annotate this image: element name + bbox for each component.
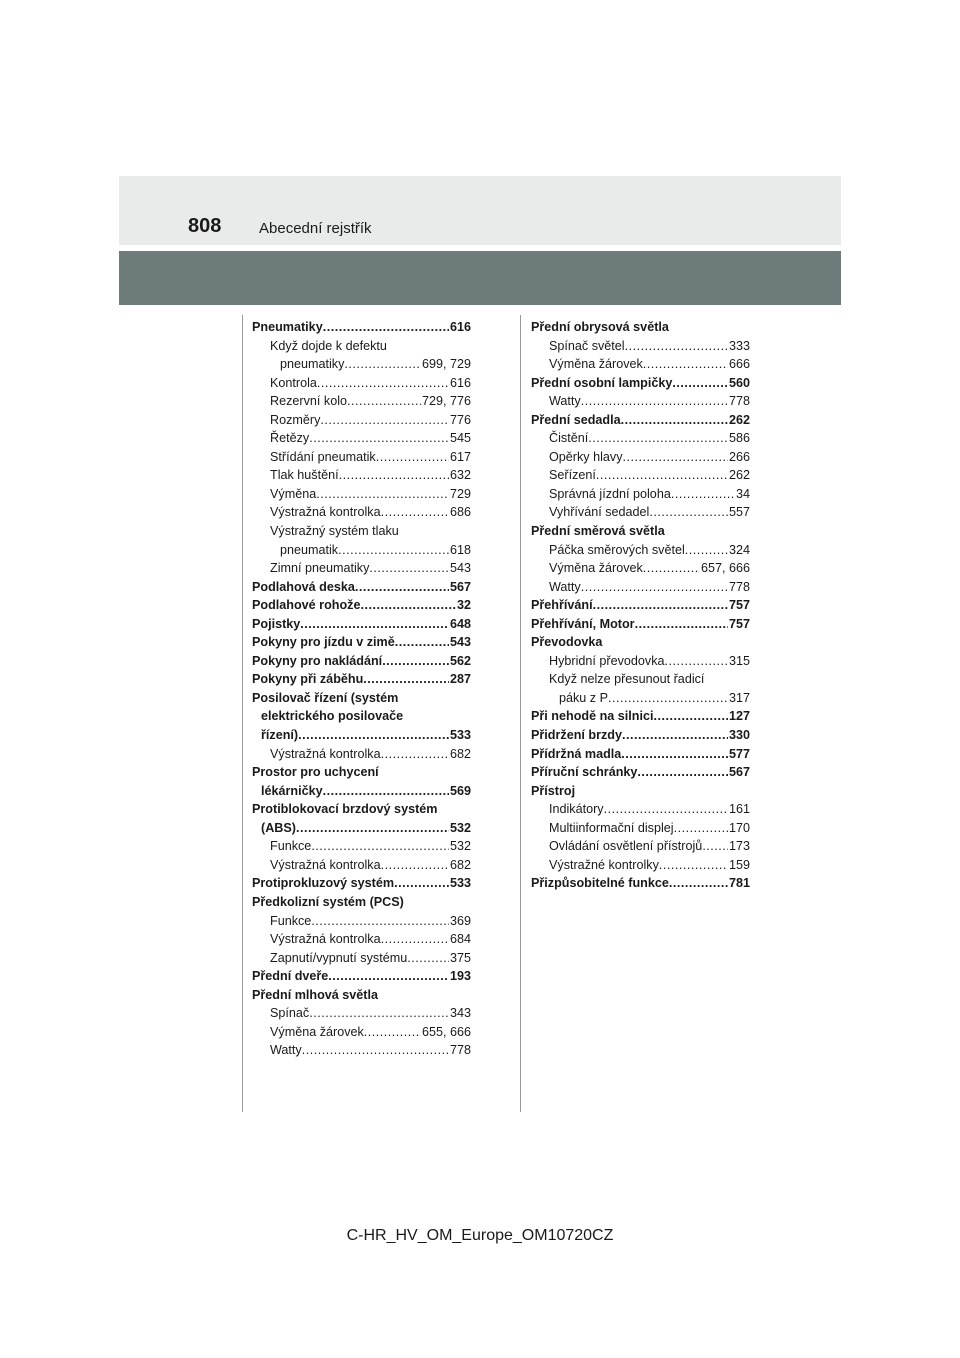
entry-page-ref: 262	[728, 468, 750, 483]
entry-term: Spínač	[270, 1006, 310, 1021]
index-entry	[531, 689, 750, 708]
index-entry	[252, 633, 471, 652]
index-entry	[531, 559, 750, 578]
index-column-2	[531, 318, 750, 893]
entry-term: Ovládání osvětlení přístrojů	[549, 839, 703, 854]
entry-page-ref: 333	[728, 338, 750, 353]
dot-leader	[360, 596, 456, 615]
entry-page-ref: 778	[728, 579, 750, 594]
dot-leader	[309, 1004, 449, 1023]
dot-leader	[407, 949, 449, 968]
entry-term: Zimní pneumatiky	[270, 561, 370, 576]
dot-leader	[300, 615, 449, 634]
index-entry	[252, 912, 471, 931]
index-entry	[252, 949, 471, 968]
index-entry	[252, 318, 471, 337]
index-entry	[252, 578, 471, 597]
entry-term: Podlahová deska	[252, 579, 355, 594]
entry-term: Protiblokovací brzdový systém	[252, 802, 438, 817]
dot-leader	[635, 615, 728, 634]
dot-leader	[665, 652, 728, 671]
index-entry	[252, 541, 471, 560]
dot-leader	[311, 837, 449, 856]
entry-term: Přehřívání	[531, 598, 593, 613]
entry-term: Přední směrová světla	[531, 524, 665, 539]
entry-term: Přídržná madla	[531, 746, 622, 761]
index-entry	[252, 707, 471, 726]
entry-page-ref: 729	[449, 486, 471, 501]
entry-page-ref: 618	[449, 542, 471, 557]
entry-page-ref: 616	[449, 375, 471, 390]
index-entry	[252, 837, 471, 856]
entry-term: (ABS)	[261, 820, 296, 835]
index-entry	[531, 819, 750, 838]
dot-leader	[653, 707, 728, 726]
entry-page-ref: 287	[449, 672, 471, 687]
entry-term: Přední sedadla	[531, 412, 621, 427]
entry-page-ref: 729, 776	[421, 394, 471, 409]
entry-page-ref: 657, 666	[700, 561, 750, 576]
entry-term: Páčka směrových světel	[549, 542, 685, 557]
index-entry	[252, 466, 471, 485]
index-entry	[531, 670, 750, 689]
entry-term: Indikátory	[549, 802, 604, 817]
dot-leader	[649, 503, 728, 522]
entry-page-ref: 193	[449, 969, 471, 984]
entry-term: Přední obrysová světla	[531, 320, 669, 334]
entry-term: Výstražné kontrolky	[549, 857, 659, 872]
entry-page-ref: 127	[728, 709, 750, 724]
index-entry	[531, 763, 750, 782]
index-entry	[252, 374, 471, 393]
entry-page-ref: 699, 729	[421, 357, 471, 372]
entry-page-ref: 666	[728, 357, 750, 372]
entry-page-ref: 532	[449, 839, 471, 854]
dot-leader	[593, 596, 728, 615]
index-entry	[252, 503, 471, 522]
index-entry	[531, 726, 750, 745]
index-entry	[531, 503, 750, 522]
entry-term: Pokyny při záběhu	[252, 672, 364, 687]
index-entry	[252, 819, 471, 838]
dot-leader	[382, 652, 449, 671]
entry-page-ref: 170	[728, 820, 750, 835]
entry-term: Předkolizní systém (PCS)	[252, 894, 404, 909]
section-title: Abecední rejstřík	[259, 220, 372, 237]
index-entry	[252, 392, 471, 411]
index-entry	[252, 1041, 471, 1060]
entry-term: Podlahové rohože	[252, 598, 361, 613]
entry-page-ref: 616	[449, 320, 471, 334]
entry-page-ref: 330	[728, 728, 750, 743]
entry-page-ref: 586	[728, 431, 750, 446]
entry-page-ref: 569	[449, 783, 471, 798]
index-entry	[252, 856, 471, 875]
index-entry	[252, 670, 471, 689]
index-entry	[531, 874, 750, 893]
dot-leader	[309, 429, 449, 448]
entry-term: Zapnutí/vypnutí systému	[270, 950, 408, 965]
entry-page-ref: 343	[449, 1006, 471, 1021]
index-entry	[252, 337, 471, 356]
document-code: C-HR_HV_OM_Europe_OM10720CZ	[346, 1227, 614, 1244]
entry-page-ref: 577	[728, 746, 750, 761]
entry-page-ref: 557	[728, 505, 750, 520]
entry-term: Protiprokluzový systém	[252, 876, 395, 891]
index-entry	[531, 429, 750, 448]
entry-term: Řetězy	[270, 431, 310, 446]
entry-term: Výstražná kontrolka	[270, 505, 381, 520]
entry-term: Pneumatiky	[252, 320, 323, 334]
index-entry	[252, 355, 471, 374]
entry-term: Výměna žárovek	[549, 561, 643, 576]
index-entry	[531, 578, 750, 597]
dot-leader	[381, 745, 449, 764]
index-entry	[531, 707, 750, 726]
dot-leader	[672, 374, 728, 393]
index-entry	[252, 726, 471, 745]
index-entry	[252, 411, 471, 430]
entry-term: Prostor pro uchycení	[252, 765, 379, 780]
dot-leader	[355, 578, 449, 597]
entry-page-ref: 682	[449, 857, 471, 872]
entry-term: Spínač světel	[549, 338, 625, 353]
entry-term: Přední osobní lampičky	[531, 375, 673, 390]
dot-leader	[637, 763, 728, 782]
dot-leader	[347, 392, 421, 411]
index-entry	[531, 541, 750, 560]
entry-term: Výměna	[270, 486, 317, 501]
dot-leader	[364, 1023, 421, 1042]
dot-leader	[298, 726, 449, 745]
index-entry	[531, 800, 750, 819]
dot-leader	[381, 930, 449, 949]
dot-leader	[604, 800, 728, 819]
entry-page-ref: 757	[728, 598, 750, 613]
index-entry	[252, 1023, 471, 1042]
entry-page-ref: 778	[449, 1043, 471, 1058]
entry-term: Přizpůsobitelné funkce	[531, 876, 669, 891]
dot-leader	[363, 670, 449, 689]
entry-term: Pojistky	[252, 616, 301, 631]
index-entry	[252, 763, 471, 782]
entry-page-ref: 161	[728, 802, 750, 817]
dot-leader	[381, 503, 449, 522]
entry-term: Vyhřívání sedadel	[549, 505, 650, 520]
entry-page-ref: 369	[449, 913, 471, 928]
entry-page-ref: 562	[449, 653, 471, 668]
page-number: 808	[188, 215, 222, 237]
entry-term: Tlak huštění	[270, 468, 339, 483]
index-entry	[252, 893, 471, 912]
index-entry	[531, 318, 750, 337]
entry-term: Watty	[549, 579, 581, 594]
entry-page-ref: 617	[449, 449, 471, 464]
entry-page-ref: 684	[449, 932, 471, 947]
dot-leader	[623, 448, 728, 467]
index-entry	[531, 745, 750, 764]
index-entry	[531, 837, 750, 856]
index-entry	[531, 485, 750, 504]
entry-page-ref: 32	[456, 598, 471, 613]
index-entry	[531, 615, 750, 634]
dot-leader	[296, 819, 449, 838]
index-entry	[531, 448, 750, 467]
entry-term: Hybridní převodovka	[549, 653, 665, 668]
index-entry	[252, 800, 471, 819]
dot-leader	[376, 448, 449, 467]
dot-leader	[328, 967, 449, 986]
entry-page-ref: 543	[449, 561, 471, 576]
dot-leader	[316, 485, 449, 504]
entry-term: Pokyny pro jízdu v zimě	[252, 635, 395, 650]
dot-leader	[674, 819, 728, 838]
index-entry	[531, 411, 750, 430]
entry-term: Přední dveře	[252, 969, 329, 984]
index-entry	[531, 856, 750, 875]
index-entry	[531, 355, 750, 374]
dot-leader	[581, 578, 728, 597]
dot-leader	[621, 411, 728, 430]
entry-page-ref: 632	[449, 468, 471, 483]
dot-leader	[317, 374, 449, 393]
dot-leader	[643, 559, 700, 578]
entry-term: Multiinformační displej	[549, 820, 674, 835]
entry-page-ref: 34	[735, 486, 750, 501]
entry-term: Posilovač řízení (systém	[252, 690, 399, 705]
entry-page-ref: 533	[449, 728, 471, 743]
entry-page-ref: 543	[449, 635, 471, 650]
entry-term: Výměna žárovek	[270, 1024, 364, 1039]
entry-term: Watty	[270, 1043, 302, 1058]
entry-page-ref: 560	[728, 375, 750, 390]
entry-term: Rezervní kolo	[270, 394, 347, 409]
index-entry	[252, 930, 471, 949]
header-band	[119, 251, 841, 305]
entry-page-ref: 686	[449, 505, 471, 520]
dot-leader	[702, 837, 728, 856]
entry-term: Rozměry	[270, 412, 321, 427]
entry-term: Kontrola	[270, 375, 317, 390]
entry-term: Výstražný systém tlaku	[270, 524, 399, 539]
entry-term: Při nehodě na silnici	[531, 709, 654, 724]
entry-page-ref: 682	[449, 746, 471, 761]
entry-term: Přístroj	[531, 783, 576, 798]
entry-page-ref: 648	[449, 616, 471, 631]
index-entry	[252, 596, 471, 615]
index-entry	[252, 1004, 471, 1023]
entry-term: Funkce	[270, 839, 312, 854]
entry-term: Funkce	[270, 913, 312, 928]
entry-term: pneumatik	[280, 542, 339, 557]
index-entry	[252, 874, 471, 893]
entry-term: páku z P	[559, 690, 609, 705]
entry-page-ref: 545	[449, 431, 471, 446]
entry-term: Když nelze přesunout řadicí	[549, 672, 705, 687]
entry-term: Převodovka	[531, 635, 603, 650]
entry-page-ref: 532	[449, 820, 471, 835]
index-entry	[531, 652, 750, 671]
entry-term: Správná jízdní poloha	[549, 486, 671, 501]
entry-page-ref: 317	[728, 690, 750, 705]
entry-page-ref: 776	[449, 412, 471, 427]
index-entry	[531, 392, 750, 411]
dot-leader	[302, 1041, 449, 1060]
entry-page-ref: 778	[728, 394, 750, 409]
entry-term: Přidržení brzdy	[531, 728, 622, 743]
entry-term: pneumatiky	[280, 357, 345, 372]
dot-leader	[621, 745, 728, 764]
index-entry	[252, 448, 471, 467]
entry-term: Přední mlhová světla	[252, 987, 378, 1002]
dot-leader	[596, 466, 728, 485]
header-bar	[119, 176, 841, 245]
index-entry	[252, 967, 471, 986]
index-entry	[531, 337, 750, 356]
column-divider-left	[242, 315, 243, 1112]
index-entry	[531, 782, 750, 801]
index-entry	[531, 633, 750, 652]
dot-leader	[395, 633, 449, 652]
dot-leader	[323, 318, 449, 337]
entry-page-ref: 757	[728, 616, 750, 631]
entry-page-ref: 173	[728, 839, 750, 854]
entry-term: Střídání pneumatik	[270, 449, 376, 464]
index-entry	[252, 689, 471, 708]
entry-term: Když dojde k defektu	[270, 338, 387, 353]
dot-leader	[622, 726, 728, 745]
dot-leader	[394, 874, 449, 893]
index-entry	[531, 522, 750, 541]
dot-leader	[643, 355, 728, 374]
entry-term: Seřízení	[549, 468, 596, 483]
entry-term: Příruční schránky	[531, 765, 638, 780]
index-entry	[252, 652, 471, 671]
entry-page-ref: 266	[728, 449, 750, 464]
entry-term: Výstražná kontrolka	[270, 932, 381, 947]
entry-page-ref: 262	[728, 412, 750, 427]
index-entry	[252, 986, 471, 1005]
entry-term: lékárničky	[261, 783, 323, 798]
dot-leader	[320, 411, 449, 430]
entry-page-ref: 375	[449, 950, 471, 965]
dot-leader	[344, 355, 421, 374]
entry-page-ref: 655, 666	[421, 1024, 471, 1039]
entry-page-ref: 159	[728, 857, 750, 872]
dot-leader	[671, 485, 735, 504]
index-column-1	[252, 318, 471, 1060]
entry-page-ref: 781	[728, 876, 750, 891]
index-entry	[252, 745, 471, 764]
entry-page-ref: 533	[449, 876, 471, 891]
entry-page-ref: 315	[728, 653, 750, 668]
entry-term: Výměna žárovek	[549, 357, 643, 372]
dot-leader	[339, 466, 449, 485]
index-entry	[252, 522, 471, 541]
entry-term: Čistění	[549, 431, 589, 446]
dot-leader	[323, 782, 449, 801]
index-entry	[252, 559, 471, 578]
index-entry	[252, 485, 471, 504]
entry-term: Pokyny pro nakládání	[252, 653, 383, 668]
dot-leader	[685, 541, 728, 560]
index-entry	[531, 466, 750, 485]
column-divider-right	[520, 315, 521, 1112]
dot-leader	[625, 337, 728, 356]
dot-leader	[381, 856, 449, 875]
entry-term: Přehřívání, Motor	[531, 616, 635, 631]
index-entry	[252, 782, 471, 801]
dot-leader	[338, 541, 449, 560]
entry-page-ref: 567	[449, 579, 471, 594]
index-entry	[531, 596, 750, 615]
entry-term: Výstražná kontrolka	[270, 857, 381, 872]
entry-page-ref: 324	[728, 542, 750, 557]
entry-term: Výstražná kontrolka	[270, 746, 381, 761]
entry-term: řízení)	[261, 728, 299, 743]
dot-leader	[659, 856, 728, 875]
entry-page-ref: 567	[728, 765, 750, 780]
dot-leader	[588, 429, 728, 448]
dot-leader	[669, 874, 728, 893]
dot-leader	[311, 912, 449, 931]
index-entry	[252, 429, 471, 448]
dot-leader	[581, 392, 728, 411]
index-entry	[252, 615, 471, 634]
entry-term: Watty	[549, 394, 581, 409]
entry-term: elektrického posilovače	[261, 709, 404, 724]
index-entry	[531, 374, 750, 393]
entry-term: Opěrky hlavy	[549, 449, 623, 464]
dot-leader	[369, 559, 449, 578]
dot-leader	[608, 689, 728, 708]
